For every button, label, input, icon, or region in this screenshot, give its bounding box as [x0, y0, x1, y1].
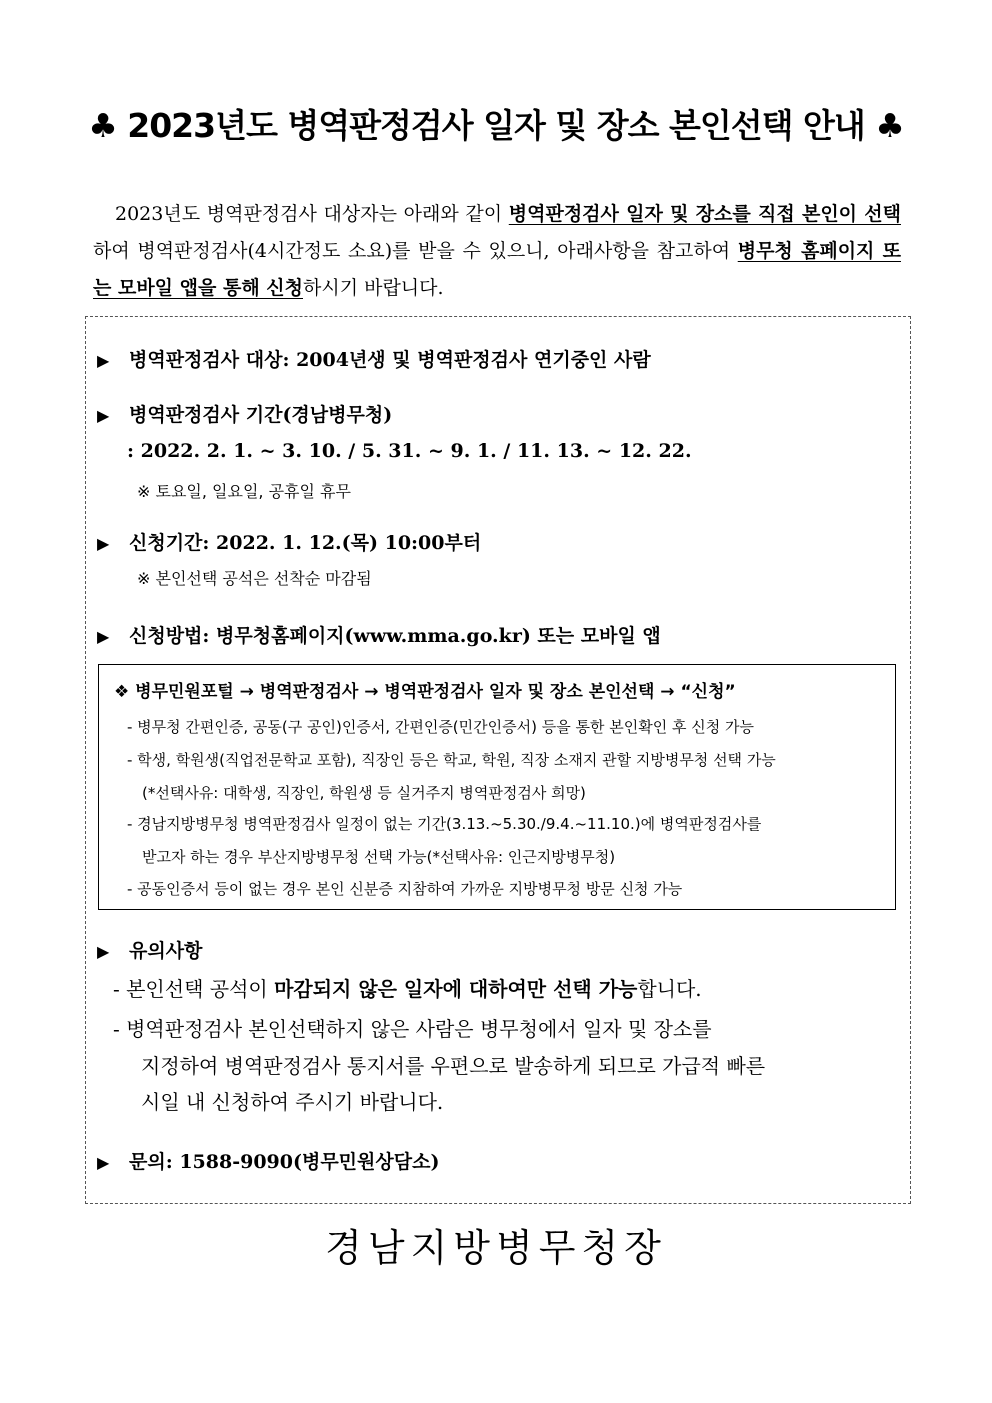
intro-paragraph [93, 196, 901, 307]
section-contact [97, 1147, 439, 1174]
section-target [97, 345, 651, 372]
caution-1-post: 합니다. [637, 977, 702, 1001]
procedure-item: - 학생, 학원생(직업전문학교 포함), 직장인 등은 학교, 학원, 직장 소재지 관할 지방병무청 선택 가능 [127, 751, 776, 769]
procedure-path: ❖ 병무민원포털 → 병역판정검사 → 병역판정검사 일자 및 장소 본인선택 → “신청” [114, 682, 736, 702]
caution-2-line-3: 시일 내 신청하여 주시기 바랍니다. [141, 1090, 444, 1114]
target-text: 병역판정검사 대상: 2004년생 및 병역판정검사 연기중인 사람 [129, 349, 651, 371]
intro-text-1: 2023년도 병역판정검사 대상자는 아래와 같이 [115, 203, 509, 225]
caution-1-pre: - 본인선택 공석이 [113, 977, 275, 1001]
triangle-bullet-icon: ▶ [97, 406, 110, 425]
procedure-item: - 공동인증서 등이 없는 경우 본인 신분증 지참하여 가까운 지방병무청 방문 신청 가능 [127, 880, 683, 898]
procedure-item: - 경남지방병무청 병역판정검사 일정이 없는 기간(3.13.~5.30./9.4.~11.10.)에 병역판정검사를 [127, 815, 762, 833]
procedure-item: - 병무청 간편인증, 공동(구 공인)인증서, 간편인증(민간인증서) 등을 통한 본인확인 후 신청 가능 [127, 718, 754, 736]
intro-highlight-2: 병무청 홈페이지 또는 모바일 앱을 통해 신청 [93, 240, 901, 299]
section-apply-method [97, 621, 661, 648]
intro-text-3: 하시기 바랍니다. [303, 277, 444, 299]
triangle-bullet-icon: ▶ [97, 627, 110, 646]
triangle-bullet-icon: ▶ [97, 351, 110, 370]
page-title: ♣ 2023년도 병역판정검사 일자 및 장소 본인선택 안내 ♣ [88, 106, 904, 145]
period-title: 병역판정검사 기간(경남병무청) [129, 404, 393, 426]
contact-text: 문의: 1588-9090(병무민원상담소) [129, 1151, 440, 1173]
period-dates: : 2022. 2. 1. ~ 3. 10. / 5. 31. ~ 9. 1. / 11. 13. ~ 12. 22. [127, 440, 692, 462]
section-cautions [97, 936, 202, 963]
intro-highlight-1: 병역판정검사 일자 및 장소를 직접 본인이 선택 [508, 203, 901, 225]
caution-2-line-1: - 병역판정검사 본인선택하지 않은 사람은 병무청에서 일자 및 장소를 [113, 1017, 712, 1041]
period-note: ※ 토요일, 일요일, 공휴일 휴무 [137, 482, 351, 501]
procedure-item: (*선택사유: 대학생, 직장인, 학원생 등 실거주지 병역판정검사 희망) [142, 784, 586, 802]
triangle-bullet-icon: ▶ [97, 534, 110, 553]
triangle-bullet-icon: ▶ [97, 1153, 110, 1172]
section-period [97, 400, 392, 427]
apply-method-text: 신청방법: 병무청홈페이지(www.mma.go.kr) 또는 모바일 앱 [129, 625, 661, 647]
intro-text-2: 하여 병역판정검사(4시간정도 소요)를 받을 수 있으니, 아래사항을 참고하여 [93, 240, 738, 262]
caution-1-bold: 마감되지 않은 일자에 대하여만 선택 가능 [274, 977, 638, 1001]
section-apply-period [97, 528, 481, 555]
caution-2-line-2: 지정하여 병역판정검사 통지서를 우편으로 발송하게 되므로 가급적 빠른 [141, 1054, 766, 1078]
triangle-bullet-icon: ▶ [97, 942, 110, 961]
procedure-item: 받고자 하는 경우 부산지방병무청 선택 가능(*선택사유: 인근지방병무청) [142, 848, 616, 866]
apply-period-text: 신청기간: 2022. 1. 12.(목) 10:00부터 [129, 532, 482, 554]
issuer-signature: 경남지방병무청장 [325, 1226, 667, 1270]
cautions-title: 유의사항 [129, 940, 203, 962]
caution-1 [113, 973, 702, 1002]
apply-note: ※ 본인선택 공석은 선착순 마감됨 [137, 569, 372, 588]
